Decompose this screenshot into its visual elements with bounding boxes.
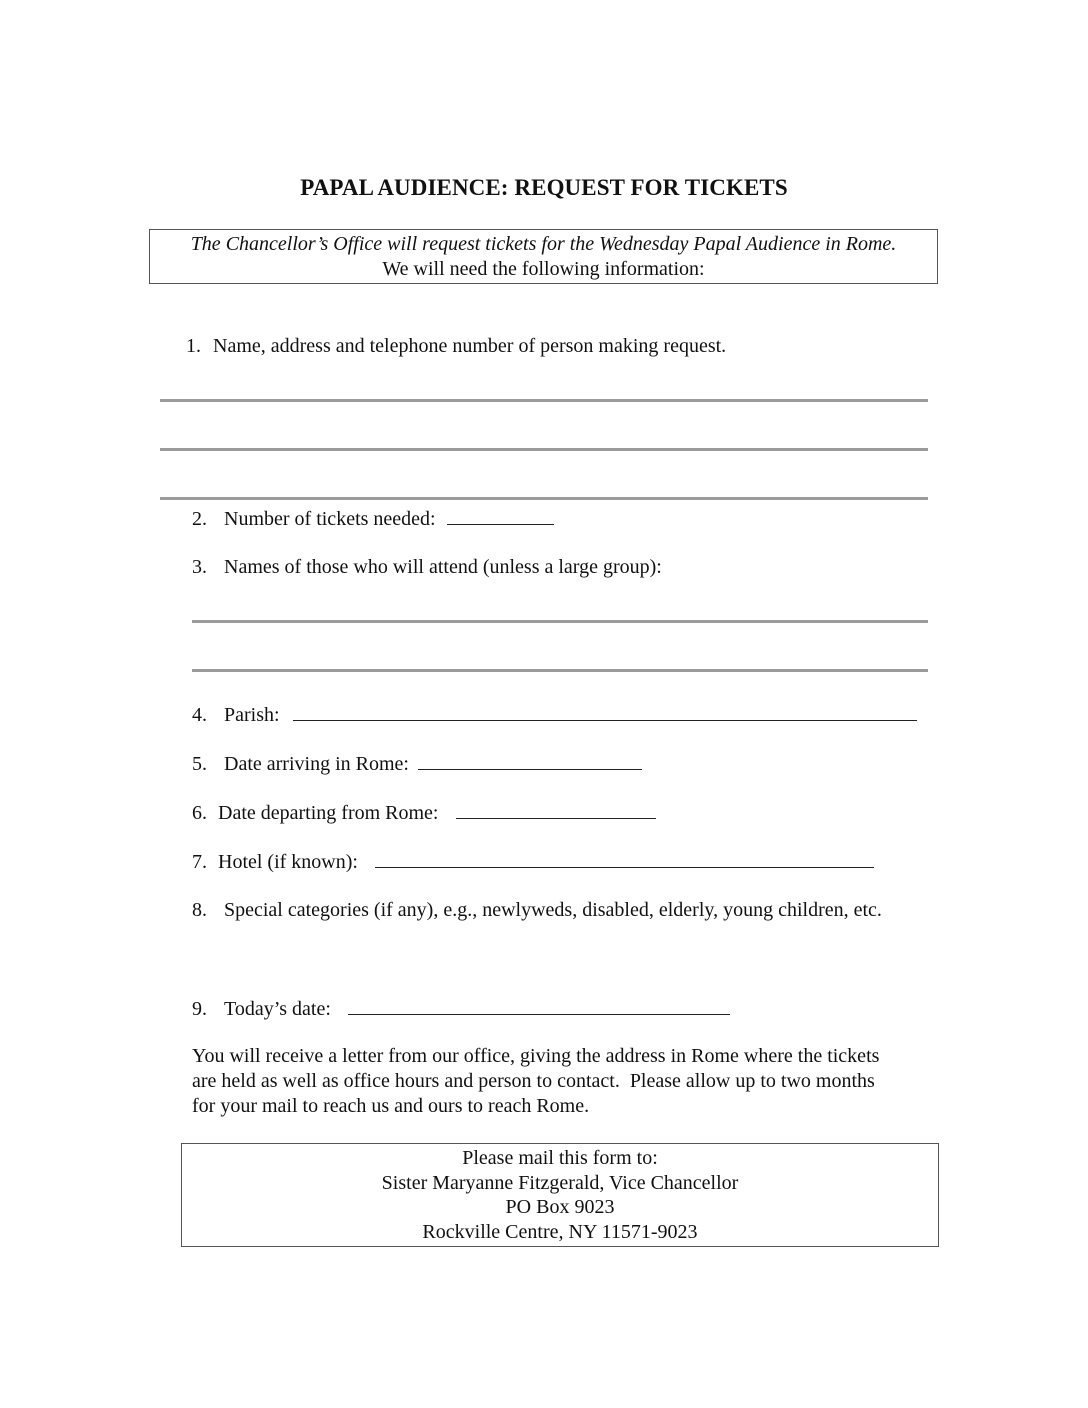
closing-line-1: You will receive a letter from our office, giving the address in Rome where the tickets <box>192 1045 880 1067</box>
attendees-line-1[interactable] <box>192 620 928 623</box>
closing-line-3: for your mail to reach us and ours to reach Rome. <box>192 1095 590 1117</box>
question-6 <box>192 800 656 825</box>
hotel-field[interactable] <box>375 849 874 868</box>
mail-to-name: Sister Maryanne Fitzgerald, Vice Chancellor <box>381 1171 739 1194</box>
closing-paragraph <box>192 1044 932 1119</box>
question-number: 1. <box>186 335 201 357</box>
question-label: Parish: <box>224 704 280 726</box>
question-label: Names of those who will attend (unless a large group): <box>224 556 662 578</box>
question-number: 8. <box>192 899 207 921</box>
question-label: Number of tickets needed: <box>224 508 436 530</box>
name-address-line-2[interactable] <box>160 448 928 451</box>
question-number: 3. <box>192 556 207 578</box>
question-label: Today’s date: <box>224 998 331 1020</box>
question-9 <box>192 996 730 1021</box>
mail-to-city-state-zip: Rockville Centre, NY 11571-9023 <box>422 1220 698 1243</box>
intro-line-2: We will need the following information: <box>382 258 705 280</box>
question-label: Special categories (if any), e.g., newlyweds, disabled, elderly, young children, etc. <box>224 899 882 921</box>
departure-date-field[interactable] <box>456 800 656 819</box>
question-label: Date departing from Rome: <box>218 802 439 824</box>
page-title: PAPAL AUDIENCE: REQUEST FOR TICKETS <box>300 175 788 200</box>
name-address-line-1[interactable] <box>160 399 928 402</box>
question-5 <box>192 751 642 776</box>
question-4 <box>192 702 917 727</box>
closing-line-2: are held as well as office hours and person to contact. Please allow up to two months <box>192 1070 875 1092</box>
question-label: Hotel (if known): <box>218 851 358 873</box>
question-2 <box>192 506 554 531</box>
mail-to-box <box>181 1143 939 1247</box>
question-number: 5. <box>192 753 207 775</box>
question-number: 2. <box>192 508 207 530</box>
question-1 <box>186 334 726 358</box>
question-8 <box>192 898 882 922</box>
mail-to-heading: Please mail this form to: <box>462 1147 658 1169</box>
parish-field[interactable] <box>293 702 917 721</box>
question-number: 6. <box>192 802 207 824</box>
intro-box <box>149 229 938 284</box>
name-address-line-3[interactable] <box>160 497 928 500</box>
tickets-needed-field[interactable] <box>447 506 554 525</box>
mail-to-po-box: PO Box 9023 <box>505 1196 615 1218</box>
question-number: 4. <box>192 704 207 726</box>
intro-line-1: The Chancellor’s Office will request tickets for the Wednesday Papal Audience in Rome. <box>190 233 897 255</box>
question-label: Name, address and telephone number of person making request. <box>213 335 727 357</box>
arrival-date-field[interactable] <box>418 751 642 770</box>
question-3 <box>192 555 662 579</box>
attendees-line-2[interactable] <box>192 669 928 672</box>
question-label: Date arriving in Rome: <box>224 753 409 775</box>
question-number: 7. <box>192 851 207 873</box>
question-number: 9. <box>192 998 207 1020</box>
question-7 <box>192 849 874 874</box>
todays-date-field[interactable] <box>348 996 730 1015</box>
